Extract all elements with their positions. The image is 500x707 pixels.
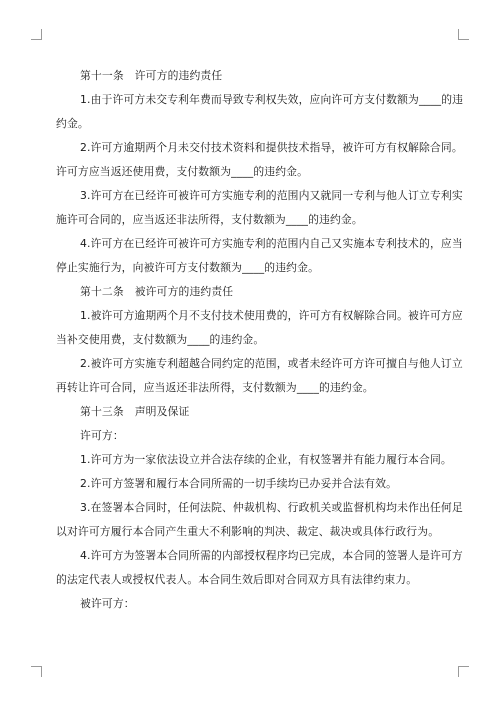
crop-mark-top-left <box>31 29 42 40</box>
crop-mark-bottom-right <box>458 666 469 677</box>
paragraph-line: 许可方： <box>80 429 124 442</box>
paragraph-line: 3.在签署本合同时，任何法院、仲裁机构、行政机关或监督机构均未作出任何足 <box>80 501 463 514</box>
paragraph-line: 再转让许可合同，应当返还非法所得，支付数额为____的违约金。 <box>56 381 374 394</box>
paragraph-line: 4.许可方为签署本合同所需的内部授权程序均已完成，本合同的签署人是许可方 <box>80 549 463 562</box>
paragraph-line: 2.许可方签署和履行本合同所需的一切手续均已办妥并合法有效。 <box>80 477 398 490</box>
paragraph-line: 2.许可方逾期两个月未交付技术资料和提供技术指导，被许可方有权解除合同。 <box>80 141 463 154</box>
paragraph-line: 的法定代表人或授权代表人。本合同生效后即对合同双方具有法律约束力。 <box>56 573 418 586</box>
paragraph-line: 1.被许可方逾期两个月不支付技术使用费的，许可方有权解除合同。被许可方应 <box>80 309 463 322</box>
paragraph-line: 4.许可方在已经许可被许可方实施专利的范围内自己又实施本专利技术的，应当 <box>80 237 463 250</box>
crop-mark-top-right <box>458 29 469 40</box>
section-heading: 第十一条 许可方的违约责任 <box>80 69 223 82</box>
paragraph-line: 以对许可方履行本合同产生重大不利影响的判决、裁定、裁决或具体行政行为。 <box>56 525 440 538</box>
paragraph-line: 约金。 <box>56 117 89 130</box>
section-heading: 第十三条 声明及保证 <box>80 405 190 418</box>
section-heading: 第十二条 被许可方的违约责任 <box>80 285 234 298</box>
paragraph-line: 2.被许可方实施专利超越合同约定的范围，或者未经许可方许可擅自与他人订立 <box>80 357 463 370</box>
document-body <box>56 64 464 616</box>
paragraph-line: 1.许可方为一家依法设立并合法存续的企业，有权签署并有能力履行本合同。 <box>80 453 452 466</box>
crop-mark-bottom-left <box>31 666 42 677</box>
paragraph-line: 施许可合同的，应当返还非法所得，支付数额为____的违约金。 <box>56 213 363 226</box>
paragraph-line: 停止实施行为，向被许可方支付数额为____的违约金。 <box>56 261 320 274</box>
paragraph-line: 当补交使用费，支付数额为____的违约金。 <box>56 333 265 346</box>
paragraph-line: 3.许可方在已经许可被许可方实施专利的范围内又就同一专利与他人订立专利实 <box>80 189 463 202</box>
paragraph-line: 许可方应当返还使用费，支付数额为____的违约金。 <box>56 165 309 178</box>
paragraph-line: 1.由于许可方未交专利年费而导致专利权失效，应向许可方支付数额为____的违 <box>80 93 464 106</box>
paragraph-line: 被许可方： <box>80 597 135 610</box>
